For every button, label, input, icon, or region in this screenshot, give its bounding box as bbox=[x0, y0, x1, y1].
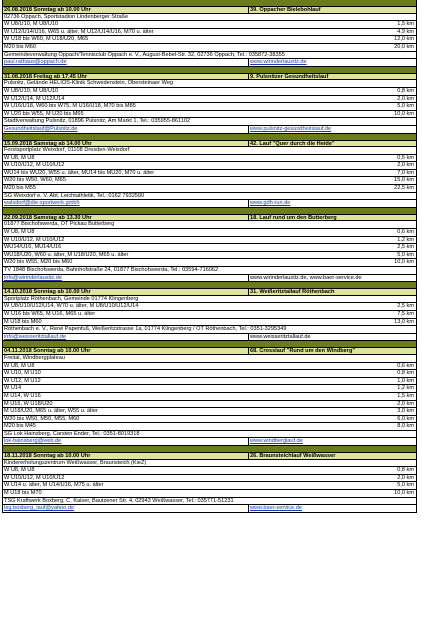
event-header bbox=[2, 347, 417, 355]
website-link[interactable]: www.weisseritztallauf.de bbox=[248, 334, 416, 341]
age-class-label: W U8, M U8 bbox=[4, 362, 35, 369]
contact-row bbox=[2, 438, 417, 446]
event-title: 26. Braunsteichlauf Weißwasser bbox=[248, 453, 416, 459]
age-class-distance: 5,0 km bbox=[397, 103, 414, 110]
age-class-row bbox=[2, 408, 417, 416]
event-venue: Pulsnitz, Gelände HELIOS-Klinik Schwedenstein, Obersteinaer Weg bbox=[4, 80, 174, 87]
age-class-label: W U16 bis W65, M U16, M65 u. älter bbox=[4, 310, 96, 317]
contact-row bbox=[2, 275, 417, 283]
event-block bbox=[2, 214, 417, 282]
website-link[interactable]: www.pulsnitz-gesundheitslauf.de bbox=[248, 126, 416, 133]
age-class-label: W U10/U12, M U10/U12 bbox=[4, 236, 65, 243]
organizer-row bbox=[2, 498, 417, 506]
age-class-distance: 2,0 km bbox=[397, 474, 414, 481]
age-class-label: M U14, W U16 bbox=[4, 392, 41, 399]
event-header bbox=[2, 288, 417, 296]
contact-row bbox=[2, 505, 417, 513]
age-class-row bbox=[2, 111, 417, 119]
age-class-label: W U16/U18, W60 bis W75, M U16/U18, M70 bis M85 bbox=[4, 103, 136, 110]
event-venue-row bbox=[2, 147, 417, 155]
age-class-label: W U8, M U8 bbox=[4, 229, 35, 236]
event-block bbox=[2, 6, 417, 67]
age-class-distance: 0,8 km bbox=[397, 370, 414, 377]
event-venue-row bbox=[2, 221, 417, 229]
age-class-row bbox=[2, 162, 417, 170]
age-class-row bbox=[2, 185, 417, 193]
organizer-info: Stadtverwaltung Pulsnitz, 01896 Pulsnitz, Am Markt 1, Tel.: 035955-861102 bbox=[4, 118, 191, 125]
age-class-label: W U12/U14, M U12/U14 bbox=[4, 95, 65, 102]
event-block bbox=[2, 347, 417, 446]
age-class-distance: 0,5 km bbox=[397, 154, 414, 161]
age-class-label: W20 bis W55, M20 bis M60 bbox=[4, 259, 73, 266]
age-class-label: M20 bis M45 bbox=[4, 423, 37, 430]
organizer-row bbox=[2, 193, 417, 201]
age-class-row bbox=[2, 237, 417, 245]
age-class-row bbox=[2, 475, 417, 483]
age-class-row bbox=[2, 423, 417, 431]
age-class-distance: 2,0 km bbox=[397, 162, 414, 169]
event-date: 22.09.2018 Samstag ab 13.30 Uhr bbox=[3, 215, 248, 221]
age-class-row bbox=[2, 311, 417, 319]
age-class-label: WU14 bis WU20, W55 u. älter, MU14 bis MU20, M70 u. älter bbox=[4, 169, 155, 176]
age-class-label: M U18 bis M70 bbox=[4, 490, 42, 497]
age-class-distance: 1,2 km bbox=[397, 236, 414, 243]
event-venue: 01877 Bischofswerda, OT Pickau Butterberg bbox=[4, 221, 115, 228]
age-class-distance: 6,0 km bbox=[397, 415, 414, 422]
event-venue-row bbox=[2, 80, 417, 88]
event-title: 68. Crosslauf "Rund um den Windberg" bbox=[248, 348, 416, 354]
age-class-label: M U18/U20, M65 u. älter, W55 u. älter bbox=[4, 408, 98, 415]
contact-row bbox=[2, 334, 417, 342]
age-class-distance: 0,8 km bbox=[397, 467, 414, 474]
age-class-label: W U8, M U8 bbox=[4, 467, 35, 474]
organizer-row bbox=[2, 431, 417, 439]
age-class-label: W U10/U12, M U10/U12 bbox=[4, 474, 65, 481]
email-link[interactable]: info@weisseritztallauf.de bbox=[4, 333, 66, 340]
age-class-distance: 5,0 km bbox=[397, 251, 414, 258]
age-class-row bbox=[2, 319, 417, 327]
website-link[interactable]: www.wirinderlausitz.de bbox=[248, 59, 416, 66]
age-class-distance: 0,8 km bbox=[397, 87, 414, 94]
age-class-label: W20 bis W50, M50, M55, M60 bbox=[4, 415, 80, 422]
age-class-row bbox=[2, 467, 417, 475]
event-header bbox=[2, 452, 417, 460]
age-class-label: W U14 bbox=[4, 385, 22, 392]
contact-row bbox=[2, 200, 417, 208]
age-class-distance: 0,6 km bbox=[397, 229, 414, 236]
organizer-row bbox=[2, 326, 417, 334]
age-class-label: M U16, W U18/U20 bbox=[4, 400, 53, 407]
event-date: 15.09.2018 Samstag ab 14.00 Uhr bbox=[3, 141, 248, 147]
age-class-distance: 2,0 km bbox=[397, 95, 414, 102]
website-link[interactable]: www.wirinderlausitz.de, www.baer-service.de bbox=[248, 275, 416, 282]
age-class-row bbox=[2, 252, 417, 260]
age-class-distance: 10,0 km bbox=[394, 110, 414, 117]
age-class-distance: 1,5 km bbox=[397, 392, 414, 399]
age-class-distance: 2,0 km bbox=[397, 400, 414, 407]
event-header bbox=[2, 140, 417, 148]
age-class-row bbox=[2, 88, 417, 96]
event-venue-row bbox=[2, 296, 417, 304]
age-class-row bbox=[2, 44, 417, 52]
age-class-label: W U18 bis W60, M U18/U20, M65 bbox=[4, 36, 89, 43]
age-class-row bbox=[2, 259, 417, 267]
age-class-label: M U18 bis M60 bbox=[4, 318, 42, 325]
contact-row bbox=[2, 59, 417, 67]
age-class-distance: 13,0 km bbox=[394, 318, 414, 325]
organizer-info: SG Weixdorf e. V. Abt. Leichtathletik, Tel.: 0162 7932500 bbox=[4, 192, 145, 199]
age-class-row bbox=[2, 401, 417, 409]
age-class-row bbox=[2, 363, 417, 371]
age-class-row bbox=[2, 96, 417, 104]
event-venue-row bbox=[2, 14, 417, 22]
age-class-row bbox=[2, 29, 417, 37]
organizer-info: Röthenbach e. V., René Papenfuß, Weißeritzstrasse 1a, 01774 Klingenberg / OT Röthenbach, Tel.: 0351-3295349 bbox=[4, 326, 287, 333]
email-link[interactable]: walsdorf@die-sportwerk.gmbh bbox=[4, 200, 80, 207]
event-venue: 02736 Oppach, Sportstadion Lindenberger Straße bbox=[4, 13, 129, 20]
event-header bbox=[2, 214, 417, 222]
age-class-label: W U8, M U8 bbox=[4, 154, 35, 161]
age-class-distance: 7,5 km bbox=[397, 310, 414, 317]
age-class-row bbox=[2, 416, 417, 424]
event-block bbox=[2, 288, 417, 341]
age-class-row bbox=[2, 177, 417, 185]
age-class-row bbox=[2, 303, 417, 311]
age-class-distance: 5,0 km bbox=[397, 482, 414, 489]
organizer-info: Gemeindeverwaltung Oppach/Tennisclub Oppach e. V., August-Bebel-Str. 32, 02736 Oppach, Tel.: 035872-38355 bbox=[4, 51, 285, 58]
age-class-row bbox=[2, 393, 417, 401]
age-class-distance: 1,0 km bbox=[397, 377, 414, 384]
age-class-distance: 1,2 km bbox=[397, 385, 414, 392]
age-class-distance: 8,0 km bbox=[397, 423, 414, 430]
age-class-row bbox=[2, 490, 417, 498]
age-class-distance: 7,0 km bbox=[397, 169, 414, 176]
event-title: 39. Oppacher Bielebohlauf bbox=[248, 7, 416, 13]
age-class-distance: 10,0 km bbox=[394, 490, 414, 497]
event-venue-row bbox=[2, 355, 417, 363]
event-date: 04.11.2018 Sonntag ab 10.00 Uhr bbox=[3, 348, 248, 354]
event-venue: Sportplatz Röthenbach, Gemeinde 01774 Klingenberg bbox=[4, 295, 139, 302]
email-link[interactable]: tsg.boxberg_lauf@yahoo.de bbox=[4, 505, 75, 512]
age-class-label: M20 bis M60 bbox=[4, 43, 37, 50]
age-class-distance: 15,0 km bbox=[394, 177, 414, 184]
organizer-row bbox=[2, 118, 417, 126]
age-class-label: W U20 bis W55, M U20 bis M65 bbox=[4, 110, 84, 117]
event-date: 26.08.2018 Sonntag ab 10.00 Uhr bbox=[3, 7, 248, 13]
age-class-label: W U10/U12, M U10/U12 bbox=[4, 162, 65, 169]
age-class-row bbox=[2, 385, 417, 393]
event-list bbox=[2, 0, 417, 513]
organizer-info: TV 1848 Bischofswerda, Bahnhofstraße 24, 01877 Bischofswerda, Tel.: 03594-716062 bbox=[4, 267, 219, 273]
age-class-row bbox=[2, 155, 417, 163]
age-class-row bbox=[2, 21, 417, 29]
event-date: 31.08.2018 Freitag ab 17.45 Uhr bbox=[3, 74, 248, 80]
age-class-label: W U12, M U12 bbox=[4, 377, 41, 384]
age-class-row bbox=[2, 378, 417, 386]
website-link[interactable]: www.baer-service.de bbox=[248, 505, 416, 512]
event-title: 42. Lauf "Quer durch die Heide" bbox=[248, 141, 416, 147]
contact-row bbox=[2, 126, 417, 134]
event-block bbox=[2, 73, 417, 134]
age-class-label: W U14 u. älter, M U14/U16, M75 u. älter bbox=[4, 482, 104, 489]
age-class-label: WU18/U20, W60 u. älter, M U18/U20, M65 u. älter bbox=[4, 251, 129, 258]
age-class-distance: 22,5 km bbox=[394, 185, 414, 192]
age-class-label: W U8/U10/U12/U14, W70 u. älter, M U8/U10/U12/U14 bbox=[4, 303, 139, 310]
age-class-row bbox=[2, 103, 417, 111]
age-class-distance: 1,5 km bbox=[397, 21, 414, 28]
age-class-row bbox=[2, 170, 417, 178]
email-link[interactable]: lok-hainsberg@web.de bbox=[4, 438, 62, 445]
age-class-label: W U8/U10, M U8/U10 bbox=[4, 87, 59, 94]
event-header bbox=[2, 6, 417, 14]
age-class-distance: 4,9 km bbox=[397, 28, 414, 35]
age-class-label: W U12/U14/U16, W65 u. älter, M U12/U14/U16, M70 u. älter bbox=[4, 28, 154, 35]
email-link[interactable]: Gesundheitslauf@Pulsnitz.de bbox=[4, 125, 78, 132]
age-class-row bbox=[2, 482, 417, 490]
event-header bbox=[2, 73, 417, 81]
age-class-distance: 0,6 km bbox=[397, 362, 414, 369]
email-link[interactable]: paul.rathaus@oppach.de bbox=[4, 59, 67, 66]
age-class-label: W U8/U10, M U8/U10 bbox=[4, 21, 59, 28]
event-title: 18. Lauf rund um den Butterberg bbox=[248, 215, 416, 221]
age-class-row bbox=[2, 370, 417, 378]
website-link[interactable]: www.windberglauf.de bbox=[248, 438, 416, 445]
age-class-distance: 3,0 km bbox=[397, 408, 414, 415]
event-block bbox=[2, 140, 417, 208]
event-venue-row bbox=[2, 460, 417, 468]
organizer-info: TSG Kraftwerk Boxberg, C. Kaiser, Bautzener Str. 4, 02943 Weißwasser, Tel.: 035771-51231 bbox=[4, 497, 234, 504]
event-date: 18.11.2018 Sonntag ab 10.00 Uhr bbox=[3, 453, 248, 459]
age-class-distance: 2,5 km bbox=[397, 244, 414, 251]
email-link[interactable]: info@wirinderlausitz.de bbox=[4, 274, 62, 281]
website-link[interactable]: www.gdh-run.de bbox=[248, 200, 416, 207]
age-class-row bbox=[2, 244, 417, 252]
age-class-row bbox=[2, 36, 417, 44]
event-block bbox=[2, 452, 417, 513]
age-class-row bbox=[2, 229, 417, 237]
organizer-info: SG Lok Hainsberg, Carsten Ender, Tel.: 0351-8019318 bbox=[4, 430, 140, 437]
age-class-label: M20 bis M55 bbox=[4, 185, 37, 192]
event-date: 14.10.2018 Sonntag ab 10.00 Uhr bbox=[3, 289, 248, 295]
organizer-row bbox=[2, 267, 417, 275]
age-class-distance: 12,0 km bbox=[394, 36, 414, 43]
event-title: 9. Pulsnitzer Gesundheitslauf bbox=[248, 74, 416, 80]
event-venue: Freital, Windbergplateau bbox=[4, 354, 65, 361]
organizer-row bbox=[2, 52, 417, 60]
age-class-label: WU14/U16, MU14/U16 bbox=[4, 244, 62, 251]
age-class-distance: 10,0 km bbox=[394, 259, 414, 266]
age-class-distance: 20,0 km bbox=[394, 43, 414, 50]
age-class-distance: 2,5 km bbox=[397, 303, 414, 310]
event-venue: Kindererholungszentrum Weißwasser, Braunsteich (KieZ) bbox=[4, 459, 147, 466]
event-venue: Forstsportplatz Weixdorf, 01108 Dresden-Weixdorf bbox=[4, 147, 130, 154]
age-class-label: W20 bis W50, W60, M65 bbox=[4, 177, 66, 184]
age-class-label: W U10, M U10 bbox=[4, 370, 41, 377]
event-title: 31. Weißeritztallauf Röthenbach bbox=[248, 289, 416, 295]
